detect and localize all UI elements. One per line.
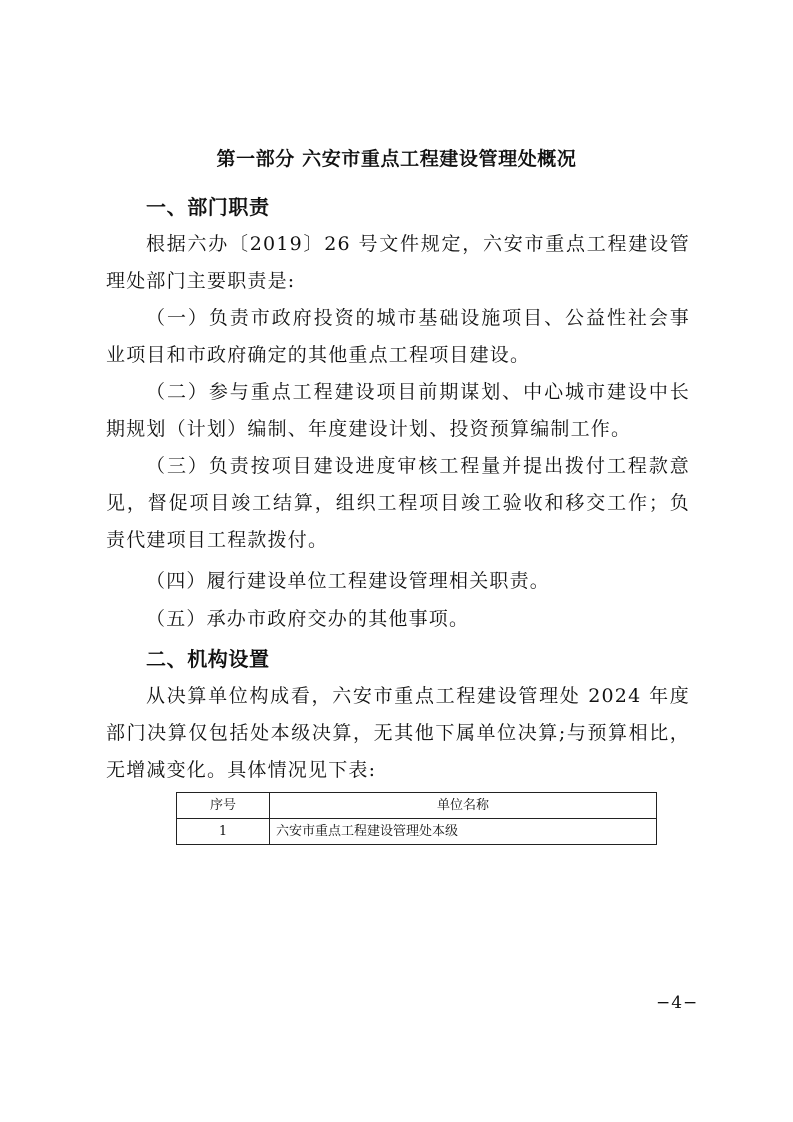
duty-item-4: （四）履行建设单位工程建设管理相关职责。	[146, 570, 551, 592]
table-header-unit-name: 单位名称	[270, 793, 657, 819]
organization-paragraph: 从决算单位构成看，六安市重点工程建设管理处 2024 年度部门决算仅包括处本级决算，无其他下属单位决算;与预算相比，无增减变化。具体情况见下表:	[106, 685, 690, 781]
unit-table	[176, 792, 657, 845]
page-number: −4−	[656, 993, 699, 1013]
section-heading-organization: 二、机构设置	[146, 647, 270, 671]
table-cell-seq: 1	[177, 819, 270, 845]
table-cell-unit-name: 六安市重点工程建设管理处本级	[270, 819, 657, 845]
page-title: 第一部分 六安市重点工程建设管理处概况	[216, 148, 577, 170]
duty-item-3: （三）负责按项目建设进度审核工程量并提出拨付工程款意见，督促项目竣工结算，组织工程项目竣工验收和移交工作；负责代建项目工程款拨付。	[106, 455, 690, 551]
duty-item-5: （五）承办市政府交办的其他事项。	[146, 608, 470, 630]
table-row	[177, 819, 657, 845]
table-header-row	[177, 793, 657, 819]
duties-intro-paragraph: 根据六办〔2019〕26 号文件规定，六安市重点工程建设管理处部门主要职责是:	[106, 233, 690, 292]
duty-item-2: （二）参与重点工程建设项目前期谋划、中心城市建设中长期规划（计划）编制、年度建设计划、投资预算编制工作。	[106, 381, 690, 440]
duty-item-1: （一）负责市政府投资的城市基础设施项目、公益性社会事业项目和市政府确定的其他重点工程项目建设。	[106, 307, 690, 366]
section-heading-duties: 一、部门职责	[146, 195, 270, 219]
table-header-seq: 序号	[177, 793, 270, 819]
